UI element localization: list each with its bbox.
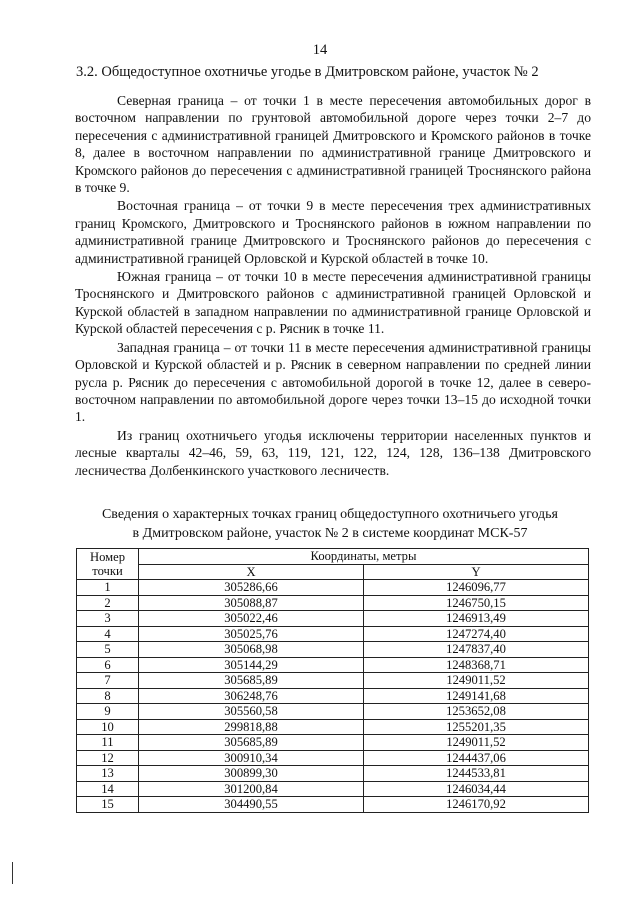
cell-y: 1246170,92 — [364, 797, 589, 813]
table-row — [77, 735, 589, 751]
cell-x: 301200,84 — [139, 781, 364, 797]
paragraph-west-boundary: Западная граница – от точки 11 в месте пересечения административной границы Орловской и Курской областей и р. Рясник в северном направлении по средней линии русла р. Рясник до пересечения с автомобильной дорогой в точке 12, далее в северо-восточном направлении по автомобильной дороге через точки 13–15 до исходной точки 1. — [75, 339, 591, 425]
cell-point: 4 — [77, 626, 139, 642]
cell-y: 1253652,08 — [364, 704, 589, 720]
cell-x: 305286,66 — [139, 580, 364, 596]
header-point-number — [77, 549, 139, 580]
table-row — [77, 642, 589, 658]
cell-x: 305685,89 — [139, 735, 364, 751]
cell-point: 11 — [77, 735, 139, 751]
table-row — [77, 719, 589, 735]
table-row — [77, 595, 589, 611]
cell-point: 15 — [77, 797, 139, 813]
cell-point: 7 — [77, 673, 139, 689]
table-row — [77, 797, 589, 813]
cell-x: 299818,88 — [139, 719, 364, 735]
coordinates-table — [76, 548, 589, 813]
table-row — [77, 688, 589, 704]
table-row — [77, 766, 589, 782]
cell-y: 1249011,52 — [364, 735, 589, 751]
table-row — [77, 626, 589, 642]
table-header — [77, 549, 589, 580]
cell-y: 1244437,06 — [364, 750, 589, 766]
cell-y: 1255201,35 — [364, 719, 589, 735]
header-y: Y — [364, 564, 589, 580]
paragraph-north-boundary: Северная граница – от точки 1 в месте пересечения автомобильных дорог в восточном направлении по грунтовой автомобильной дороге через точки 2–7 до пересечения с административной границей Дмитровского и Кромского районов в точке 8, далее в восточном направлении по административной границе Дмитровского и Кромского районов до пересечения с административной границей Троснянского района в точке 9. — [75, 93, 591, 196]
table-row — [77, 704, 589, 720]
cell-point: 13 — [77, 766, 139, 782]
cell-x: 305144,29 — [139, 657, 364, 673]
table-row — [77, 657, 589, 673]
cell-x: 305560,58 — [139, 704, 364, 720]
scan-margin-mark — [12, 862, 13, 884]
table-row — [77, 750, 589, 766]
cell-y: 1246913,49 — [364, 611, 589, 627]
header-point-number-line-1: Номер — [89, 550, 125, 564]
cell-point: 5 — [77, 642, 139, 658]
cell-point: 2 — [77, 595, 139, 611]
cell-y: 1246096,77 — [364, 580, 589, 596]
cell-y: 1247274,40 — [364, 626, 589, 642]
cell-point: 10 — [77, 719, 139, 735]
table-row — [77, 580, 589, 596]
cell-point: 9 — [77, 704, 139, 720]
cell-point: 3 — [77, 611, 139, 627]
table-caption-line-1: Сведения о характерных точках границ общедоступного охотничьего угодья — [101, 507, 559, 522]
table-caption — [70, 506, 590, 543]
table-body — [77, 580, 589, 813]
paragraph-south-boundary: Южная граница – от точки 10 в месте пересечения административной границы Троснянского и Дмитровского районов с административной границей Орловской и Курской областей в западном направлении по административной границе Орловской и Курской областей пересечения с р. Рясник в точке 11. — [75, 269, 591, 337]
table-row — [77, 781, 589, 797]
header-x: X — [139, 564, 364, 580]
cell-x: 300899,30 — [139, 766, 364, 782]
cell-x: 305022,46 — [139, 611, 364, 627]
table-row — [77, 673, 589, 689]
cell-x: 305025,76 — [139, 626, 364, 642]
cell-point: 8 — [77, 688, 139, 704]
cell-point: 12 — [77, 750, 139, 766]
cell-x: 305088,87 — [139, 595, 364, 611]
header-coordinates: Координаты, метры — [139, 549, 589, 565]
paragraph-exclusions: Из границ охотничьего угодья исключены территории населенных пунктов и лесные кварталы 42–46, 59, 63, 119, 121, 122, 124, 128, 136–138 Дмитровского лесничества Долбенкинского участкового лесничеств. — [75, 427, 591, 478]
cell-y: 1247837,40 — [364, 642, 589, 658]
cell-x: 306248,76 — [139, 688, 364, 704]
cell-y: 1246034,44 — [364, 781, 589, 797]
cell-point: 6 — [77, 657, 139, 673]
cell-x: 305685,89 — [139, 673, 364, 689]
cell-y: 1248368,71 — [364, 657, 589, 673]
cell-y: 1246750,15 — [364, 595, 589, 611]
cell-point: 1 — [77, 580, 139, 596]
cell-y: 1249141,68 — [364, 688, 589, 704]
cell-x: 300910,34 — [139, 750, 364, 766]
cell-x: 304490,55 — [139, 797, 364, 813]
paragraph-east-boundary: Восточная граница – от точки 9 в месте пересечения трех административных границ Кромского, Дмитровского и Троснянского районов в южном направлении по административной границе Дмитровского и Троснянского районов до пересечения с административной границей Орловской и Курской областей в точке 10. — [75, 198, 591, 266]
cell-point: 14 — [77, 781, 139, 797]
page-number: 14 — [312, 42, 328, 58]
cell-y: 1249011,52 — [364, 673, 589, 689]
header-point-number-line-2: точки — [92, 564, 123, 578]
section-title: 3.2. Общедоступное охотничье угодье в Дмитровском районе, участок № 2 — [76, 64, 539, 80]
body-text — [75, 92, 591, 480]
cell-y: 1244533,81 — [364, 766, 589, 782]
table-row — [77, 611, 589, 627]
cell-x: 305068,98 — [139, 642, 364, 658]
table-caption-line-2: в Дмитровском районе, участок № 2 в системе координат МСК-57 — [132, 525, 528, 541]
